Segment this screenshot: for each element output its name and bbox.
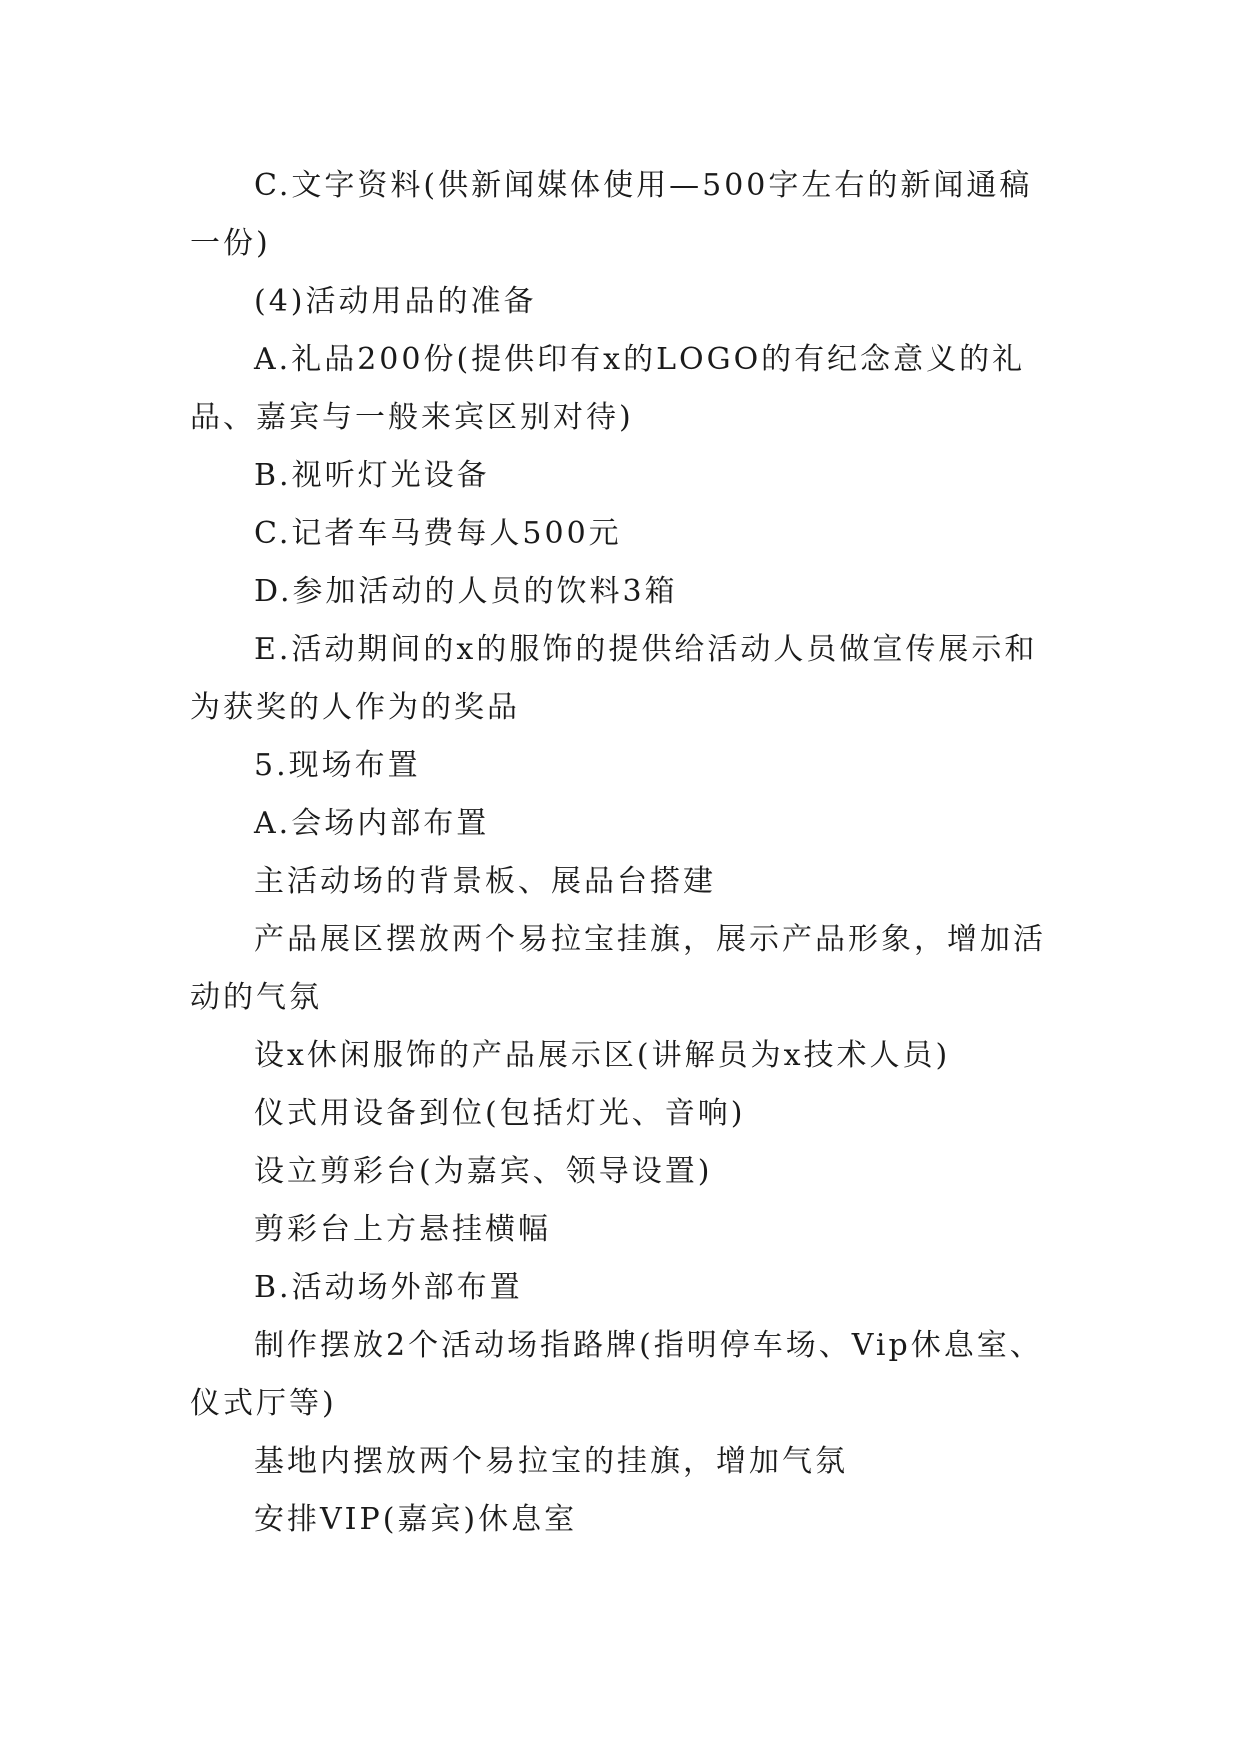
paragraph: 5.现场布置 [254, 748, 421, 783]
paragraph: A.礼品200份(提供印有x的LOGO的有纪念意义的礼品、嘉宾与一般来宾区别对待) [190, 342, 1026, 435]
paragraph: 仪式用设备到位(包括灯光、音响) [254, 1096, 746, 1131]
paragraph: D.参加活动的人员的饮料3箱 [254, 574, 678, 609]
paragraph: C.文字资料(供新闻媒体使用—500字左右的新闻通稿一份) [190, 168, 1033, 261]
paragraph: 产品展区摆放两个易拉宝挂旗，展示产品形象，增加活动的气氛 [190, 922, 1046, 1015]
paragraph: 剪彩台上方悬挂横幅 [254, 1212, 551, 1247]
paragraph: A.会场内部布置 [254, 806, 490, 841]
paragraph: (4)活动用品的准备 [254, 284, 537, 319]
paragraph: C.记者车马费每人500元 [254, 516, 622, 551]
document-body [190, 157, 1060, 1549]
paragraph: B.活动场外部布置 [254, 1270, 523, 1305]
paragraph: B.视听灯光设备 [254, 458, 490, 493]
paragraph: 基地内摆放两个易拉宝的挂旗，增加气氛 [254, 1444, 848, 1479]
paragraph: 设x休闲服饰的产品展示区(讲解员为x技术人员) [254, 1038, 951, 1073]
paragraph: 制作摆放2个活动场指路牌(指明停车场、Vip休息室、仪式厅等) [190, 1328, 1043, 1421]
paragraph: 设立剪彩台(为嘉宾、领导设置) [254, 1154, 713, 1189]
paragraph: 安排VIP(嘉宾)休息室 [254, 1502, 578, 1537]
paragraph: E.活动期间的x的服饰的提供给活动人员做宣传展示和为获奖的人作为的奖品 [190, 632, 1038, 725]
paragraph: 主活动场的背景板、展品台搭建 [254, 864, 716, 899]
